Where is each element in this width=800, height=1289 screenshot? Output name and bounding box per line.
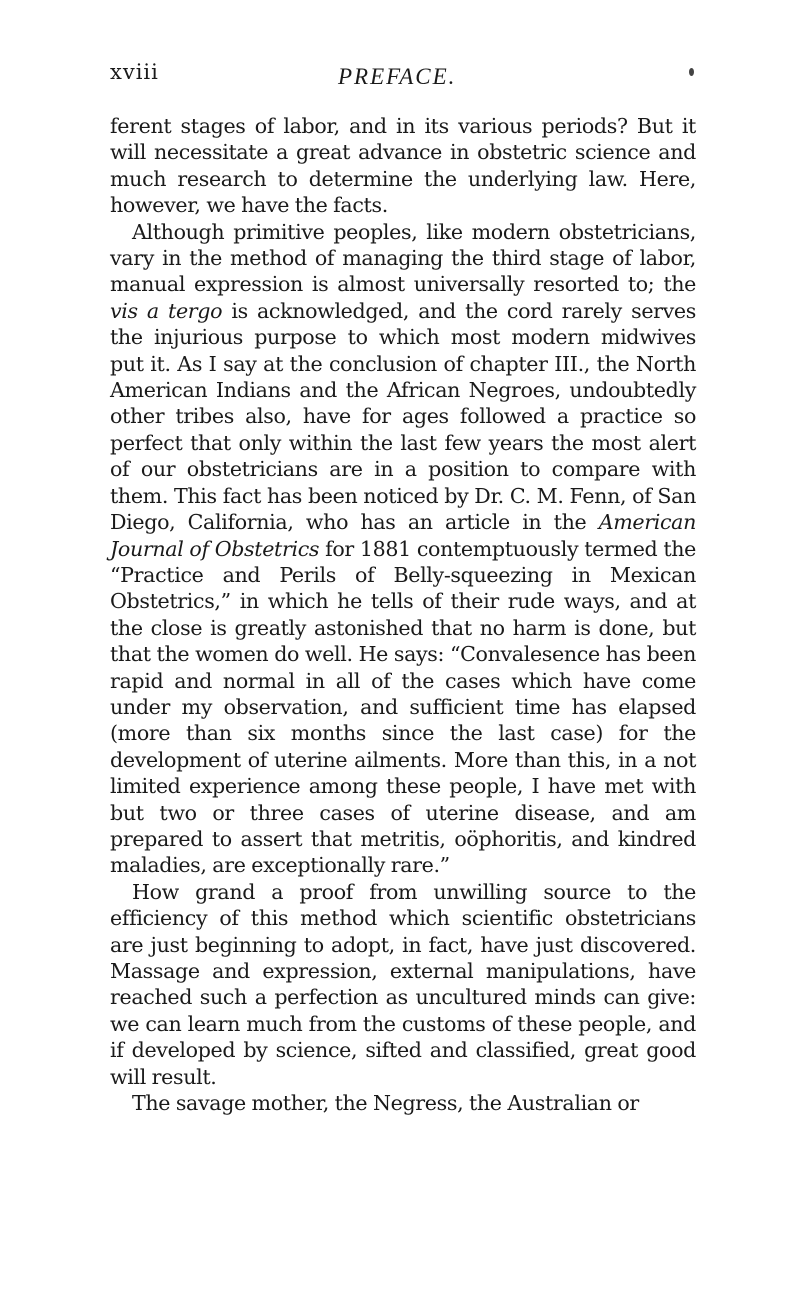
print-speck [689, 68, 694, 76]
paragraph [110, 113, 696, 219]
paragraph [110, 879, 696, 1090]
text-run: How grand a proof from unwilling source to the efficiency of this method which scientific obstetricians are just beginning to adopt, in fact, have just discovered. Massage and expression, external manipulations, have reached such a perfection as uncultured minds can give: we can learn much from the customs of these people, and if developed by science, sifted and classified, great good will result. [110, 879, 696, 1089]
italic-text: American Journal of Obstetrics [110, 510, 696, 561]
text-run: for 1881 contemptuously termed the “Practice and Perils of Belly-squeezing in Mexican Obstetrics,” in which he tells of their rude ways, and at the close is greatly astonished that no harm is done, but that the women do well. He says: “Convalesence has been rapid and normal in all of the cases which have come under my observation, and sufficient time has elapsed (more than six months since the last case) for the development of uterine ailments. More than this, in a not limited experience among these people, I have met with but two or three cases of uterine disease, and am prepared to assert that metritis, oöphoritis, and kindred maladies, are exceptionally rare.” [110, 536, 697, 878]
body-text [110, 113, 696, 1116]
running-head [0, 58, 800, 98]
page-number: xviii [110, 60, 159, 84]
paragraph [110, 1090, 696, 1116]
text-run: is acknowledged, and the cord rarely serves the injurious purpose to which most modern midwives put it. As I say at the conclusion of chapter III., the North American Indians and the African Negroes, undoubtedly other tribes also, have for ages followed a practice so perfect that only within the last few years the most alert of our obstetricians are in a position to compare with them. This fact has been noticed by Dr. C. M. Fenn, of San Diego, California, who has an article in the [110, 298, 696, 535]
paragraph [110, 219, 696, 879]
running-title: PREFACE. [338, 64, 457, 89]
italic-text: vis a tergo [110, 298, 223, 323]
text-run: Although primitive peoples, like modern obstetricians, vary in the method of managing the third stage of labor, manual expression is almost universally resorted to; the [110, 219, 696, 297]
text-run: The savage mother, the Negress, the Australian or [132, 1091, 639, 1116]
text-run: ferent stages of labor, and in its various periods? But it will necessitate a great advance in obstetric science and much research to determine the underlying law. Here, however, we have the facts. [110, 114, 696, 218]
